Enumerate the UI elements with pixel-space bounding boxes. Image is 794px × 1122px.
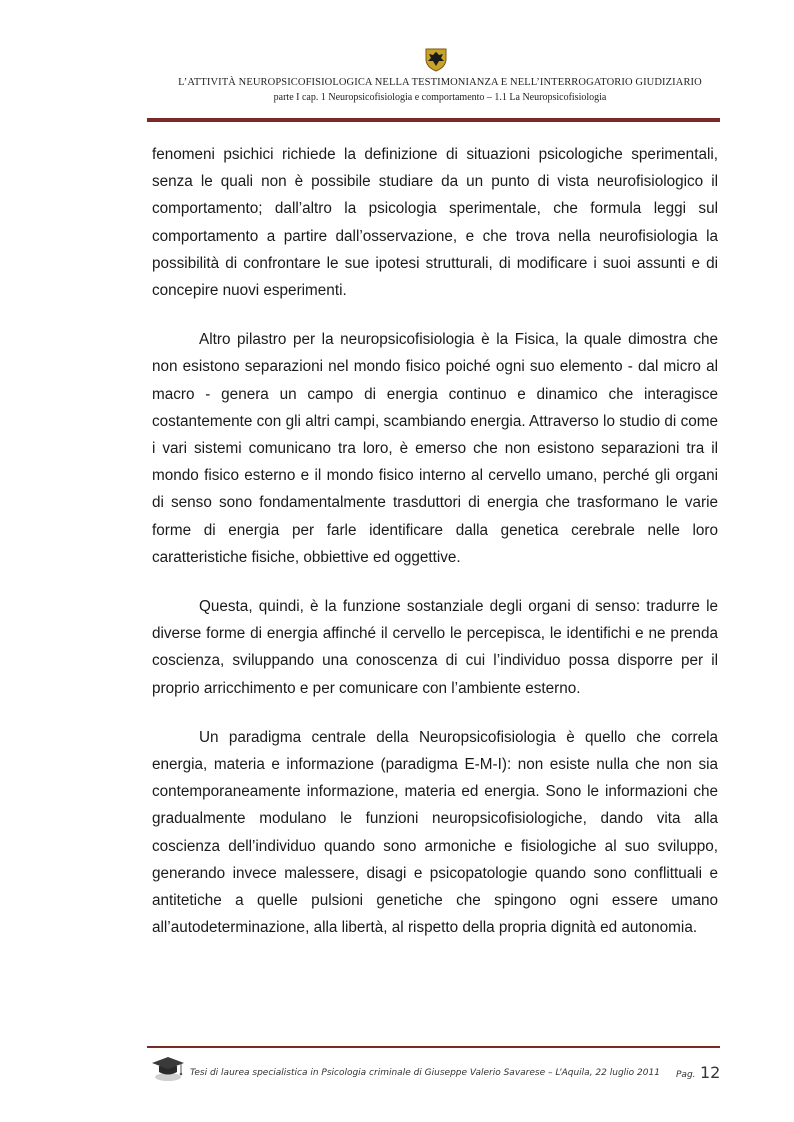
page-number: 12 xyxy=(700,1063,721,1082)
paragraph: Questa, quindi, è la funzione sostanziale degli organi di senso: tradurre le diverse forme di energia affinché il cervello le percepisca, le identifichi e ne prenda coscienza, sviluppando una conoscenza di cui l’individuo possa disporre per il proprio arricchimento e per comunicare con l’ambiente esterno. xyxy=(152,598,718,697)
header-divider xyxy=(147,118,720,122)
footer-thesis-credit: Tesi di laurea specialistica in Psicologia criminale di Giuseppe Valerio Savarese – L’Aquila, 22 luglio 2011 xyxy=(190,1068,660,1078)
page-label: Pag. xyxy=(676,1070,696,1080)
header-subtitle: parte I cap. 1 Neuropsicofisiologia e comportamento – 1.1 La Neuropsicofisiologia xyxy=(273,92,607,103)
paragraph: Un paradigma centrale della Neuropsicofisiologia è quello che correla energia, materia e informazione (paradigma E-M-I): non esiste nulla che non sia contemporaneamente informazione, materia ed energia. Sono le informazioni che gradualmente modulano le funzioni neuropsicofisiologiche, dando vita alla coscienza dell’individuo quando sono armoniche e fisiologiche al suo sviluppo, generando invece malessere, disagi e psicopatologie quando sono conflittuali e antitetiche a quelle pulsioni genetiche che spingono ogni essere umano all’autodeterminazione, alla libertà, al rispetto della propria dignità ed autonomia. xyxy=(152,728,718,937)
graduation-cap-icon xyxy=(150,1053,186,1083)
coat-of-arms-icon xyxy=(423,46,449,72)
footer-divider xyxy=(147,1046,720,1048)
header-title: L’ATTIVITÀ NEUROPSICOFISIOLOGICA NELLA TESTIMONIANZA E NELL’INTERROGATORIO GIUDIZIARIO xyxy=(178,77,702,88)
paragraph: Altro pilastro per la neuropsicofisiologia è la Fisica, la quale dimostra che non esistono separazioni nel mondo fisico poiché ogni suo elemento - dal micro al macro - genera un campo di energia continuo e dinamico che interagisce costantemente con gli altri campi, scambiando energia. Attraverso lo studio di come i vari sistemi comunicano tra loro, è emerso che non esistono separazioni tra il mondo fisico esterno e il mondo fisico interno al cervello umano, perché gli organi di senso sono fondamentalmente trasduttori di energia che trasformano le varie forme di energia per farle identificare dalla genetica cerebrale nelle loro caratteristiche fisiche, obbiettive ed oggettive. xyxy=(152,331,718,566)
paragraph: fenomeni psichici richiede la definizione di situazioni psicologiche sperimentali, senza le quali non è possibile studiare da un punto di vista neurofisiologico il comportamento; dall’altro la psicologia sperimentale, che formula leggi sul comportamento a partire dall’osservazione, e che trova nella neurofisiologia la possibilità di confrontare le sue ipotesi strutturali, di modificare i suoi assunti e di concepire nuovi esperimenti. xyxy=(152,146,718,300)
body-text xyxy=(152,141,718,963)
